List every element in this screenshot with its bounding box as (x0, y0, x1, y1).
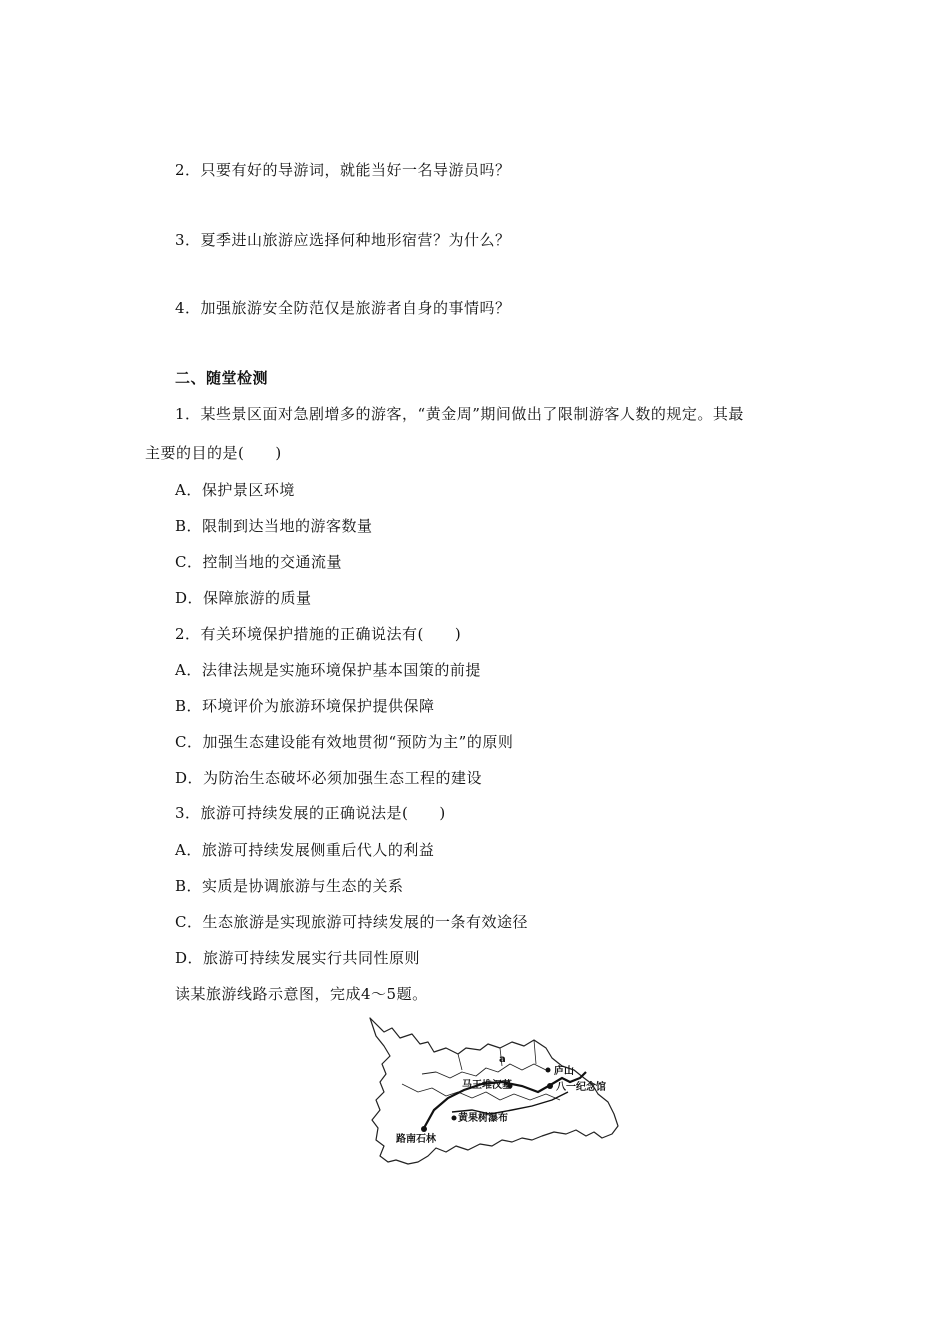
q1-option-c: C．控制当地的交通流量 (175, 553, 342, 571)
q3-stem: 3．旅游可持续发展的正确说法是( ) (175, 804, 446, 822)
point-lunan (421, 1126, 427, 1132)
q2-stem: 2．有关环境保护措施的正确说法有( ) (175, 625, 462, 643)
section-title: 二、随堂检测 (175, 369, 269, 387)
q2-option-c: C．加强生态建设能有效地贯彻“预防为主”的原则 (175, 733, 514, 751)
q1-option-b: B．限制到达当地的游客数量 (175, 517, 373, 535)
label-lunan: 路南石林 (396, 1134, 436, 1145)
label-bayi: 八一纪念馆 (556, 1082, 606, 1093)
label-lushan: 庐山 (554, 1066, 574, 1077)
question-2-open: 2．只要有好的导游词，就能当好一名导游员吗？ (175, 161, 511, 179)
question-3-open: 3．夏季进山旅游应选择何种地形宿营？为什么？ (175, 231, 511, 249)
q2-option-a: A．法律法规是实施环境保护基本国策的前提 (175, 661, 481, 679)
q3-option-d: D．旅游可持续发展实行共同性原则 (175, 949, 421, 967)
route-map (362, 1014, 632, 1174)
label-mawangdui: 马王堆汉墓 (462, 1080, 512, 1091)
label-huangguoshu: 黄果树瀑布 (458, 1113, 508, 1124)
q1-option-d: D．保障旅游的质量 (175, 589, 312, 607)
q1-option-a: A．保护景区环境 (175, 481, 295, 499)
point-huangguoshu (452, 1116, 457, 1121)
point-bayi (547, 1083, 553, 1089)
question-4-open: 4．加强旅游安全防范仅是旅游者自身的事情吗？ (175, 299, 511, 317)
q3-option-a: A．旅游可持续发展侧重后代人的利益 (175, 841, 435, 859)
map-intro: 读某旅游线路示意图，完成4～5题。 (175, 985, 428, 1003)
q2-option-d: D．为防治生态破坏必须加强生态工程的建设 (175, 769, 483, 787)
q1-stem-line1: 1．某些景区面对急剧增多的游客，“黄金周”期间做出了限制游客人数的规定。其最 (175, 405, 744, 423)
q2-option-b: B．环境评价为旅游环境保护提供保障 (175, 697, 435, 715)
q3-option-b: B．实质是协调旅游与生态的关系 (175, 877, 404, 895)
point-lushan (546, 1068, 551, 1073)
label-a: a (499, 1054, 506, 1065)
q3-option-c: C．生态旅游是实现旅游可持续发展的一条有效途径 (175, 913, 528, 931)
q1-stem-line2: 主要的目的是( ) (145, 444, 282, 462)
